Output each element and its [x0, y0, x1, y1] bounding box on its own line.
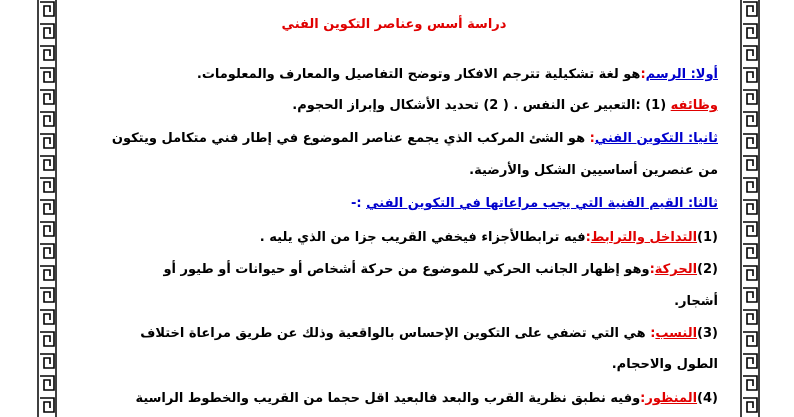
body-text: وهو إظهار الجانب الحركي للموضوع من حركة أشخاص أو حيوانات أو طيور أو	[163, 262, 650, 277]
item-heading: النسب	[655, 326, 698, 341]
text-line	[66, 326, 718, 341]
item-heading: التداخل والترابط	[590, 230, 698, 245]
body-text: وفيه نطبق نظرية القرب والبعد فالبعيد اقل حجما من القريب والخطوط الراسية	[135, 391, 641, 406]
text-line	[66, 262, 718, 277]
item-number: (3)	[697, 326, 718, 341]
body-text: هي التي تضفي على التكوين الإحساس بالواقعية وذلك عن طريق مراعاة اختلاف	[140, 326, 651, 341]
item-number: (4)	[697, 391, 718, 406]
heading-separator: :	[640, 391, 646, 406]
section-heading: ثالثا: القيم الفنية التي يجب مراعاتها في التكوين الفني	[366, 196, 718, 211]
text-line	[66, 163, 718, 178]
greek-key-border-left	[37, 0, 57, 417]
heading-separator: :	[640, 67, 646, 82]
section-heading: وظائفه	[670, 98, 718, 113]
document-title: دراسة أسس وعناصر التكوين الفني	[281, 17, 507, 32]
section-heading: ثانيا: التكوين الفني	[594, 131, 718, 146]
body-text: هو لغة تشكيلية تترجم الافكار وتوضح التفاصيل والمعارف والمعلومات.	[196, 67, 641, 82]
text-line	[66, 131, 718, 146]
heading-separator: :	[649, 262, 655, 277]
body-text: أشجار.	[674, 294, 718, 309]
body-text: :-	[350, 196, 367, 211]
section-heading: أولا: الرسم	[645, 67, 718, 82]
heading-separator: :	[585, 230, 591, 245]
item-number: (1)	[697, 230, 718, 245]
body-text: فيه ترابطالأجزاء فيخفي القريب جزا من الذي يليه .	[259, 230, 586, 245]
text-line	[66, 294, 718, 309]
text-line	[66, 196, 718, 211]
heading-separator: :	[589, 131, 595, 146]
text-line	[66, 98, 718, 113]
greek-key-border-right	[740, 0, 760, 417]
item-heading: المنظور	[645, 391, 698, 406]
body-text: هو الشئ المركب الذي يجمع عناصر الموضوع في إطار فني متكامل ويتكون	[111, 131, 590, 146]
text-line	[66, 67, 718, 82]
text-line	[66, 230, 718, 245]
text-line	[66, 357, 718, 372]
text-line	[66, 391, 718, 406]
item-number: (2)	[697, 262, 718, 277]
body-text: (1) :التعبير عن النفس . ( 2) تحديد الأشكال وإبراز الحجوم.	[292, 98, 671, 113]
body-text: من عنصرين أساسيين الشكل والأرضية.	[469, 163, 718, 178]
document-page	[66, 0, 722, 417]
heading-separator: :	[650, 326, 656, 341]
item-heading: الحركة	[654, 262, 698, 277]
body-text: الطول والاحجام.	[611, 357, 718, 372]
